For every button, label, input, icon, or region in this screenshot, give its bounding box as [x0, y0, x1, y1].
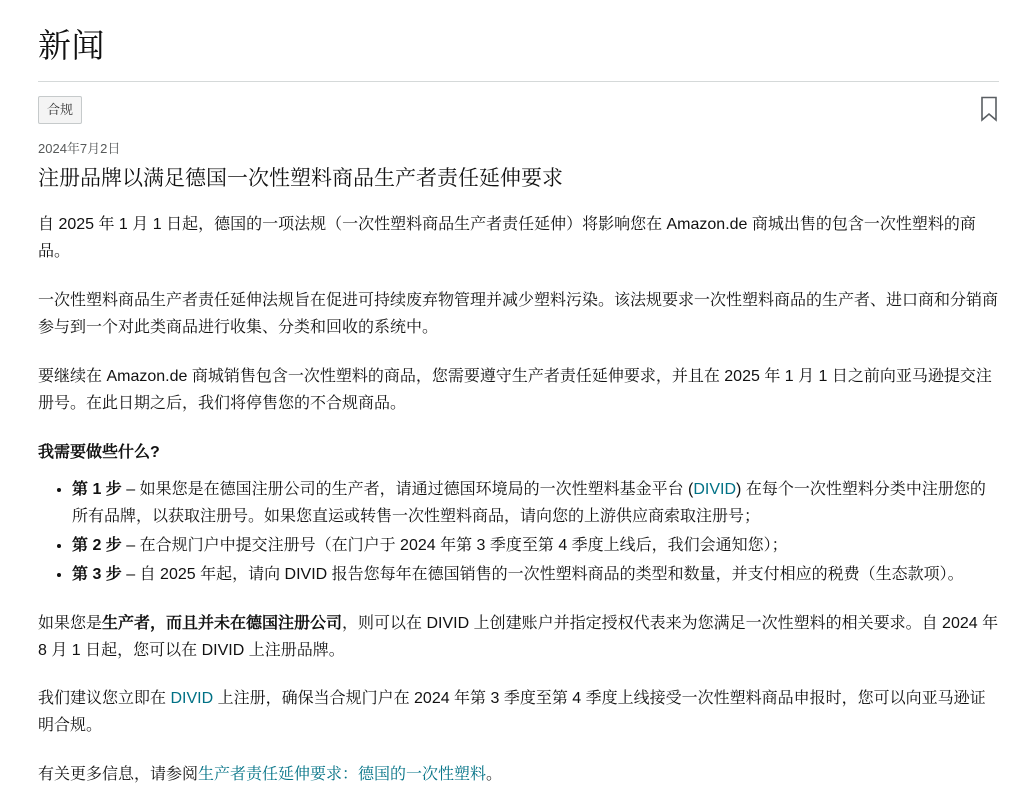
bookmark-icon-svg	[979, 96, 999, 122]
article-subheading: 我需要做些什么?	[38, 443, 160, 461]
article-paragraph-3: 要继续在 Amazon.de 商城销售包含一次性塑料的商品，您需要遵守生产者责任延伸要求，并且在 2025 年 1 月 1 日之前向亚马逊提交注册号。在此日期之后，我们将停售您的不合规商品。	[38, 367, 992, 412]
step-label: 第 1 步	[72, 481, 122, 499]
step-text-after-link: ) 在每个一次性塑料分类中注册您的所有品牌，以获取注册号。如果您直运或转售一次性塑料商品，请向您的上游供应商索取注册号；	[72, 481, 986, 526]
article-paragraph-5	[38, 686, 999, 740]
article-headline: 注册品牌以满足德国一次性塑料商品生产者责任延伸要求	[38, 167, 563, 190]
divid-link[interactable]: DIVID	[693, 481, 737, 499]
steps-list	[38, 477, 999, 589]
paragraph-5-part-1: 我们建议您立即在	[38, 690, 171, 708]
bookmark-icon[interactable]	[979, 96, 999, 122]
step-label: 第 2 步	[72, 536, 122, 554]
title-divider	[38, 81, 999, 82]
article-date: 2024年7月2日	[38, 141, 121, 156]
article-paragraph-4	[38, 611, 999, 665]
step-text-before-link: 如果您是在德国注册公司的生产者，请通过德国环境局的一次性塑料基金平台 (	[139, 481, 694, 499]
news-article	[38, 96, 999, 789]
list-item	[72, 533, 999, 560]
step-text-before-link: 自 2025 年起，请向 DIVID 报告您每年在德国销售的一次性塑料商品的类型和数量，并支付相应的税费（生态款项）。	[139, 565, 964, 583]
article-paragraph-1: 自 2025 年 1 月 1 日起，德国的一项法规（一次性塑料商品生产者责任延伸）将影响您在 Amazon.de 商城出售的包含一次性塑料的商品。	[38, 216, 976, 261]
news-page	[0, 20, 1023, 789]
paragraph-4-bold: 生产者，而且并未在德国注册公司	[102, 614, 343, 632]
step-dash: –	[121, 536, 140, 554]
step-text-before-link: 在合规门户中提交注册号（在门户于 2024 年第 3 季度至第 4 季度上线后，我们会通知您）；	[139, 536, 788, 554]
list-item	[72, 562, 999, 589]
article-paragraph-6	[38, 762, 999, 789]
status-badge: 合规	[38, 96, 82, 124]
page-title: 新闻	[38, 27, 105, 64]
paragraph-5-part-2: 上注册，确保当合规门户在 2024 年第 3 季度至第 4 季度上线接受一次性塑料商品申报时，您可以向亚马逊证明合规。	[38, 690, 986, 735]
list-item	[72, 477, 999, 531]
step-dash: –	[121, 481, 140, 499]
paragraph-6-part-2: 。	[486, 766, 503, 784]
paragraph-4-part-2: ，则可以在 DIVID 上创建账户并指定授权代表来为您满足一次性塑料的相关要求。自 2024 年 8 月 1 日起，您可以在 DIVID 上注册品牌。	[38, 614, 999, 659]
divid-link[interactable]: DIVID	[170, 690, 214, 708]
paragraph-6-part-1: 有关更多信息，请参阅	[38, 766, 199, 784]
paragraph-4-part-1: 如果您是	[38, 614, 103, 632]
step-dash: –	[121, 565, 140, 583]
article-paragraph-2: 一次性塑料商品生产者责任延伸法规旨在促进可持续废弃物管理并减少塑料污染。该法规要求一次性塑料商品的生产者、进口商和分销商参与到一个对此类商品进行收集、分类和回收的系统中。	[38, 292, 999, 336]
epr-germany-link[interactable]: 生产者责任延伸要求：德国的一次性塑料	[198, 766, 487, 784]
article-header-row	[38, 96, 999, 124]
step-label: 第 3 步	[72, 565, 122, 583]
